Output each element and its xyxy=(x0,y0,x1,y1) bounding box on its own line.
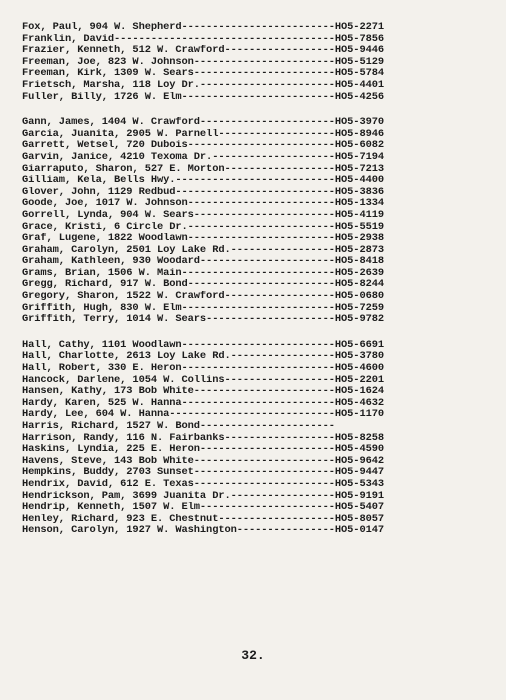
directory-entry: Hempkins, Buddy, 2703 Sunset-----------------------HO5-9447 xyxy=(22,467,384,479)
directory-listing xyxy=(22,22,484,537)
directory-entry: Frietsch, Marsha, 118 Loy Dr.----------------------HO5-4401 xyxy=(22,79,384,91)
directory-entry: Hall, Cathy, 1101 Woodlawn-------------------------HO5-6691 xyxy=(22,339,384,351)
directory-entry: Henley, Richard, 923 E. Chestnut-------------------HO5-8057 xyxy=(22,513,384,525)
directory-entry: Hendrickson, Pam, 3699 Juanita Dr.-----------------HO5-9191 xyxy=(22,490,384,502)
directory-entry: Fuller, Billy, 1726 W. Elm-------------------------HO5-4256 xyxy=(22,91,384,103)
directory-entry: Graham, Carolyn, 2501 Loy Lake Rd.-----------------HO5-2873 xyxy=(22,244,384,256)
directory-entry: Gann, James, 1404 W. Crawford----------------------HO5-3970 xyxy=(22,117,384,129)
directory-entry: Griffith, Terry, 1014 W. Sears---------------------HO5-9782 xyxy=(22,314,384,326)
directory-entry: Goode, Joe, 1017 W. Johnson------------------------HO5-1334 xyxy=(22,198,384,210)
directory-entry: Grace, Kristi, 6 Circle Dr.------------------------HO5-5519 xyxy=(22,221,384,233)
directory-entry: Griffith, Hugh, 830 W. Elm-------------------------HO5-7259 xyxy=(22,302,384,314)
directory-entry: Graham, Kathleen, 930 Woodard----------------------HO5-8418 xyxy=(22,256,384,268)
directory-entry: Hancock, Darlene, 1054 W. Collins------------------HO5-2201 xyxy=(22,374,384,386)
directory-entry: Gilliam, Kela, Bells Hwy.--------------------------HO5-4400 xyxy=(22,175,384,187)
directory-entry: Gorrell, Lynda, 904 W. Sears-----------------------HO5-4119 xyxy=(22,209,384,221)
directory-entry: Hansen, Kathy, 173 Bob White-----------------------HO5-1624 xyxy=(22,386,384,398)
directory-entry: Henson, Carolyn, 1927 W. Washington----------------HO5-0147 xyxy=(22,525,384,537)
directory-entry: Giarraputo, Sharon, 527 E. Morton------------------HO5-7213 xyxy=(22,163,384,175)
directory-group-g xyxy=(22,117,484,326)
directory-entry: Franklin, David------------------------------------HO5-7856 xyxy=(22,33,384,45)
directory-entry: Fox, Paul, 904 W. Shepherd-------------------------HO5-2271 xyxy=(22,22,384,33)
directory-entry: Havens, Steve, 143 Bob White-----------------------HO5-9642 xyxy=(22,455,384,467)
directory-entry: Harrison, Randy, 116 N. Fairbanks------------------HO5-8258 xyxy=(22,432,384,444)
directory-entry: Grams, Brian, 1506 W. Main-------------------------HO5-2639 xyxy=(22,267,384,279)
directory-entry: Gregg, Richard, 917 W. Bond------------------------HO5-8244 xyxy=(22,279,384,291)
directory-entry: Garvin, Janice, 4210 Texoma Dr.--------------------HO5-7194 xyxy=(22,151,384,163)
directory-entry: Hardy, Karen, 525 W. Hanna-------------------------HO5-4632 xyxy=(22,397,384,409)
directory-entry: Gregory, Sharon, 1522 W. Crawford------------------HO5-0680 xyxy=(22,291,384,303)
directory-entry: Hardy, Lee, 604 W. Hanna---------------------------HO5-1170 xyxy=(22,409,384,421)
directory-entry: Harris, Richard, 1527 W. Bond---------------------- xyxy=(22,421,335,432)
directory-entry: Hendrix, David, 612 E. Texas-----------------------HO5-5343 xyxy=(22,478,384,490)
directory-entry: Hall, Charlotte, 2613 Loy Lake Rd.-----------------HO5-3780 xyxy=(22,351,384,363)
directory-entry: Graf, Lugene, 1822 Woodlawn------------------------HO5-2938 xyxy=(22,233,384,245)
directory-entry: Glover, John, 1129 Redbud--------------------------HO5-3836 xyxy=(22,186,384,198)
directory-group-h xyxy=(22,340,484,537)
directory-entry: Haskins, Lyndia, 225 E. Heron----------------------HO5-4590 xyxy=(22,444,384,456)
directory-entry: Garrett, Wetsel, 720 Dubois------------------------HO5-6082 xyxy=(22,140,384,152)
directory-entry: Freeman, Kirk, 1309 W. Sears-----------------------HO5-5784 xyxy=(22,68,384,80)
directory-entry: Frazier, Kenneth, 512 W. Crawford------------------HO5-9446 xyxy=(22,45,384,57)
directory-entry: Garcia, Juanita, 2905 W. Parnell-------------------HO5-8946 xyxy=(22,128,384,140)
directory-entry: Hendrip, Kenneth, 1507 W. Elm----------------------HO5-5407 xyxy=(22,502,384,514)
directory-entry: Hall, Robert, 330 E. Heron-------------------------HO5-4600 xyxy=(22,363,384,375)
directory-group-f xyxy=(22,22,484,103)
directory-entry: Freeman, Joe, 823 W. Johnson-----------------------HO5-5129 xyxy=(22,56,384,68)
page-number: 32. xyxy=(241,648,265,663)
